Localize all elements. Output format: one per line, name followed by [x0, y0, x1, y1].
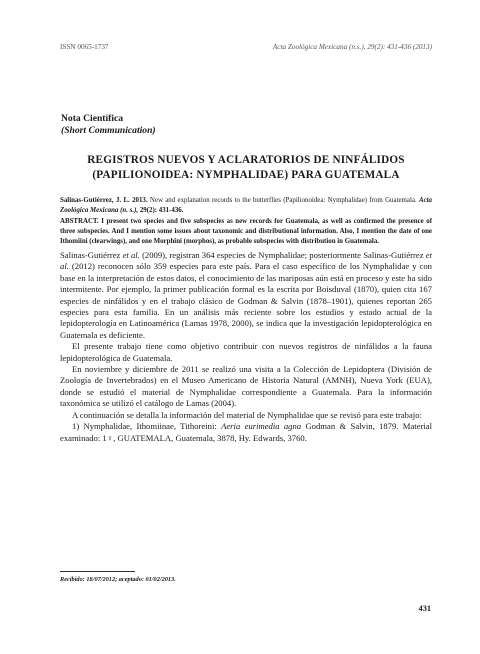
article-title-line-1: REGISTROS NUEVOS Y ACLARATORIOS DE NINFÁLIDOS [87, 154, 405, 166]
footnote-divider [60, 571, 135, 572]
section-label: Nota Científica [61, 113, 124, 124]
citation-journal: Acta Zoológica Mexicana (n. s.), [60, 197, 432, 215]
article-title [60, 153, 432, 183]
p5-taxon: 1) Nymphalidae, Ithomiinae, Tithoreini: [72, 421, 217, 432]
section-heading [61, 113, 156, 137]
abstract-text: I present two species and five subspecies as new records for Guatemala, as well as confirmed the presence of three subspecies. And I mention some issues about taxonomic and distributional information. Also, I mention the date of one Ithomiini (clearwings), and one Morphini (morphos), as probable subspecies with distribution in Guatemala. [60, 217, 432, 246]
article-title-line-2: (PAPILIONOIDEA: NYMPHALIDAE) PARA GUATEMALA [92, 169, 400, 181]
p1-etal: et al. [122, 250, 140, 260]
citation-volume: 29(2): 431-436. [139, 207, 184, 215]
section-sublabel: (Short Communication) [61, 125, 156, 136]
journal-header: Acta Zoológica Mexicana (n.s.), 29(2): 431-436 (2013) [272, 43, 432, 51]
footnote: Recibido: 18/07/2012; aceptado: 01/02/2013. [60, 576, 176, 583]
citation-authors: Salinas-Gutiérrez, J. L. 2013. [60, 197, 148, 204]
citation-abstract [60, 196, 432, 247]
p5-species: Aeria eurimedia agna [221, 421, 302, 432]
abstract-label: ABSTRACT. [60, 217, 99, 225]
p5-rest: Godman & Salvin, 1879. Material examinado: 1♀, GUATEMALA, Guatemala, 3878, Hy. Edwards, 3760. [60, 421, 432, 443]
paragraph-5 [60, 421, 432, 444]
citation-title: New and explanation records to the butterflies (Papilionoidea: Nymphalidae) from Guatemala. [149, 197, 417, 204]
paragraph-1 [60, 250, 432, 341]
body-text [60, 250, 432, 444]
issn-header: ISSN 0065-1737 [60, 43, 109, 51]
citation [60, 196, 432, 217]
paragraph-4: A continuación se detalla la información del material de Nymphalidae que se revisó para este trabajo: [72, 409, 422, 420]
paragraph-3: En noviembre y diciembre de 2011 se realizó una visita a la Colección de Lepidoptera (División de Zoología de Invertebrados) en el Museo Americano de Historia Natural (AMNH), Nueva York (EUA), donde se estudió el material de Nymphalidae correspondiente a Guatemala. Para la información taxonómica se utilizó el catálogo de Lamas (2004). [60, 364, 432, 409]
page-number: 431 [418, 604, 431, 613]
p1-mid: (2009), registran 364 especies de Nymphalidae; posteriormente Salinas-Gutiérrez [142, 250, 424, 260]
p1-author: Salinas-Gutiérrez [60, 250, 121, 260]
p1-etal-2: et al. [60, 250, 432, 272]
p1-rest: (2012) reconocen sólo 359 especies para este país. Para el caso específico de los Nymphalidae y con base en la interpretación de estos datos, el conocimiento de las mariposas aún está en proceso y este ha sido intermitente. Por ejemplo, la primer publicación formal es la escrita por Boisduval (1870), quien cita 167 especies de ninfálidos y en el trabajo clásico de Godman & Salvin (1878–1901), quienes reportan 265 especies para esta familia. En un análisis más reciente sobre los estudios y estado actual de la lepidopterología en Latinoamérica (Lamas 1978, 2000), se indica que la investigación lepidopterológica en Guatemala es deficiente. [60, 261, 432, 340]
paragraph-2: El presente trabajo tiene como objetivo contribuir con nuevos registros de ninfálidos a la fauna lepidopterológica de Guatemala. [60, 341, 432, 363]
abstract [60, 217, 432, 248]
